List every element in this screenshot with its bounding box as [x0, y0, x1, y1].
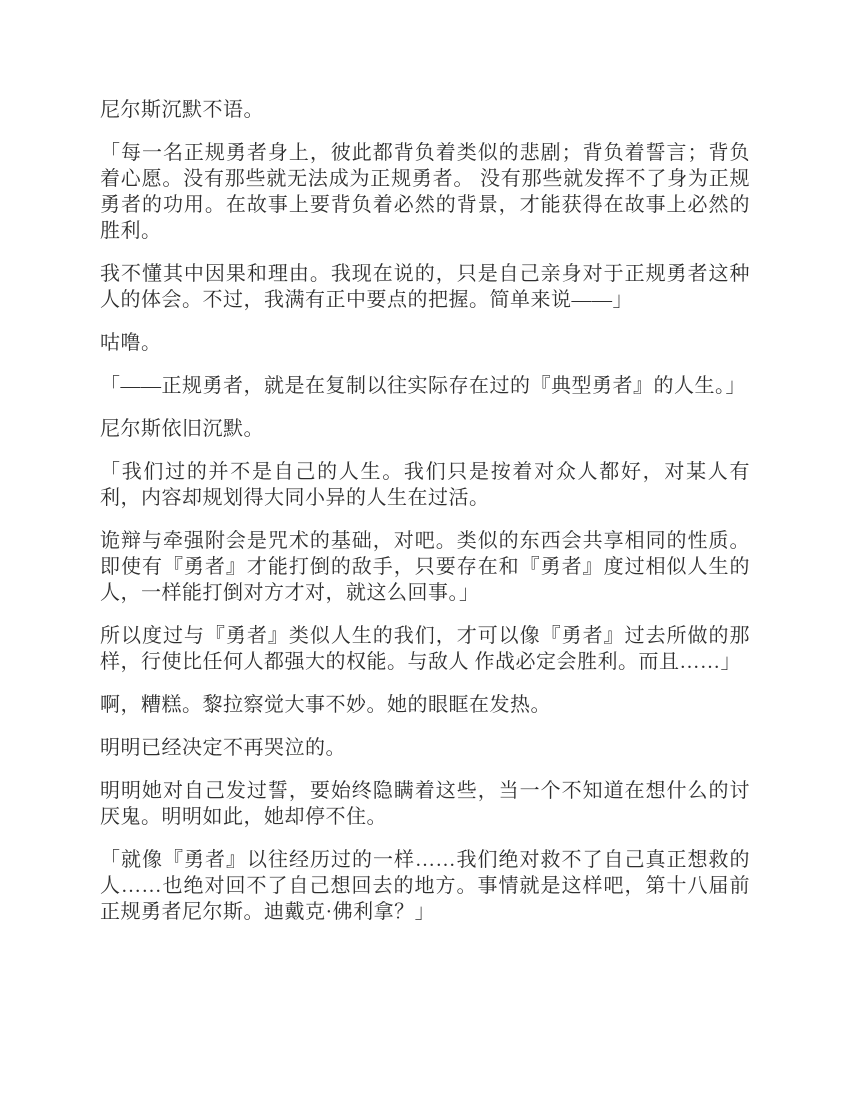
paragraph: 明明她对自己发过誓，要始终隐瞒着这些，当一个不知道在想什么的讨厌鬼。明明如此，她却停不住。: [100, 780, 750, 828]
paragraph: 啊，糟糕。黎拉察觉大事不妙。她的眼眶在发热。: [100, 694, 551, 716]
paragraph: 诡辩与牵强附会是咒术的基础，对吧。类似的东西会共享相同的性质。即使有『勇者』才能打倒的敌手，只要存在和『勇者』度过相似人生的人，一样能打倒对方才对，就这么回事。」: [100, 530, 750, 604]
paragraph: 明明已经决定不再哭泣的。: [100, 737, 346, 759]
paragraph: 我不懂其中因果和理由。我现在说的，只是自己亲身对于正规勇者这种人的体会。不过，我满有正中要点的把握。简单来说——」: [100, 263, 750, 311]
paragraph: 「我们过的并不是自己的人生。我们只是按着对众人都好，对某人有利，内容却规划得大同小异的人生在过活。: [100, 461, 750, 509]
paragraph: 尼尔斯依旧沉默。: [100, 418, 264, 440]
paragraph: 「——正规勇者，就是在复制以往实际存在过的『典型勇者』的人生。」: [100, 375, 746, 397]
paragraph: 「就像『勇者』以往经历过的一样……我们绝对救不了自己真正想救的人……也绝对回不了自己想回去的地方。事情就是这样吧，第十八届前正规勇者尼尔斯。迪戴克·佛利拿？」: [100, 849, 750, 923]
paragraph: 尼尔斯沉默不语。: [100, 99, 264, 121]
paragraph: 咕噜。: [100, 332, 162, 354]
paragraph: 所以度过与『勇者』类似人生的我们，才可以像『勇者』过去所做的那样，行使比任何人都强大的权能。与敌人 作战必定会胜利。而且……」: [100, 625, 750, 673]
paragraph: 「每一名正规勇者身上，彼此都背负着类似的悲剧；背负着誓言；背负着心愿。没有那些就无法成为正规勇者。 没有那些就发挥不了身为正规勇者的功用。在故事上要背负着必然的背景，才能获得在故事上必然的胜利。: [100, 142, 750, 242]
